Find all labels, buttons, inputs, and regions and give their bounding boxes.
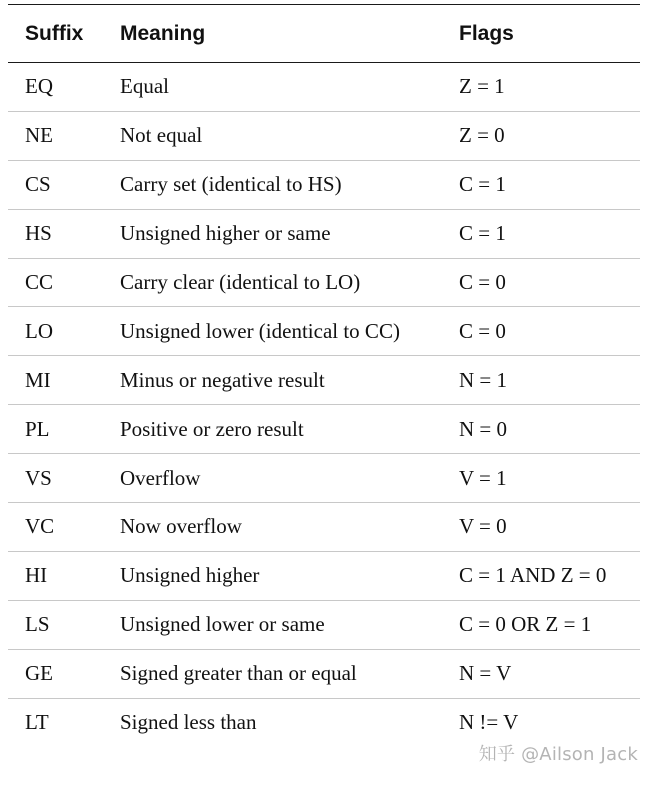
cell-meaning: Unsigned lower or same xyxy=(120,612,325,637)
cell-suffix: LS xyxy=(25,612,50,637)
cell-flags: C = 0 OR Z = 1 xyxy=(459,612,592,637)
cell-meaning: Overflow xyxy=(120,465,201,490)
cell-meaning: Carry set (identical to HS) xyxy=(120,172,342,197)
table-row xyxy=(8,454,640,503)
cell-suffix: GE xyxy=(25,661,53,686)
cell-meaning: Signed less than xyxy=(120,710,257,735)
cell-flags: C = 0 xyxy=(459,270,506,294)
cell-suffix: LT xyxy=(25,710,49,735)
cell-flags: N = 1 xyxy=(459,367,508,392)
header-flags: Flags xyxy=(459,21,514,45)
table-row xyxy=(8,600,640,649)
condition-suffix-table xyxy=(8,4,640,747)
cell-suffix: PL xyxy=(25,416,50,441)
table-row xyxy=(8,405,640,454)
cell-flags: V = 0 xyxy=(459,514,507,539)
cell-meaning: Not equal xyxy=(120,123,203,148)
cell-suffix: NE xyxy=(25,123,53,148)
watermark: 知乎 @Ailson Jack xyxy=(478,744,638,765)
cell-meaning: Now overflow xyxy=(120,514,242,539)
cell-meaning: Carry clear (identical to LO) xyxy=(120,270,361,294)
table-header xyxy=(8,5,640,63)
table-row xyxy=(8,160,640,209)
cell-flags: C = 1 xyxy=(459,172,506,197)
cell-meaning: Unsigned higher xyxy=(120,563,260,588)
cell-meaning: Positive or zero result xyxy=(120,416,304,441)
cell-meaning: Unsigned lower (identical to CC) xyxy=(120,318,400,343)
table-row xyxy=(8,307,640,356)
header-row xyxy=(8,5,640,63)
cell-suffix: LO xyxy=(25,318,53,343)
cell-flags: N != V xyxy=(459,710,519,735)
cell-flags: N = V xyxy=(459,661,512,686)
cell-suffix: VC xyxy=(25,514,55,539)
cell-flags: C = 0 xyxy=(459,318,506,343)
cell-flags: Z = 0 xyxy=(459,123,505,148)
cell-flags: N = 0 xyxy=(459,416,508,441)
cell-flags: C = 1 AND Z = 0 xyxy=(459,563,607,588)
table-row xyxy=(8,209,640,258)
table-row xyxy=(8,503,640,552)
table-body xyxy=(8,63,640,747)
cell-suffix: HI xyxy=(25,563,48,588)
table-row xyxy=(8,111,640,160)
cell-meaning: Unsigned higher or same xyxy=(120,221,331,246)
cell-suffix: EQ xyxy=(25,74,53,99)
cell-suffix: MI xyxy=(25,367,51,392)
table-row xyxy=(8,258,640,307)
cell-flags: C = 1 xyxy=(459,221,506,246)
header-suffix: Suffix xyxy=(25,21,84,45)
cell-meaning: Minus or negative result xyxy=(120,367,325,392)
cell-suffix: VS xyxy=(25,465,52,490)
cell-suffix: CC xyxy=(25,270,54,294)
table-row xyxy=(8,63,640,112)
cell-suffix: CS xyxy=(25,172,51,197)
table-row xyxy=(8,356,640,405)
cell-meaning: Signed greater than or equal xyxy=(120,661,357,686)
cell-suffix: HS xyxy=(25,221,52,246)
cell-flags: V = 1 xyxy=(459,465,507,490)
table-row xyxy=(8,551,640,600)
cell-meaning: Equal xyxy=(120,74,169,99)
cell-flags: Z = 1 xyxy=(459,74,505,99)
table-row xyxy=(8,649,640,698)
header-meaning: Meaning xyxy=(120,21,206,45)
